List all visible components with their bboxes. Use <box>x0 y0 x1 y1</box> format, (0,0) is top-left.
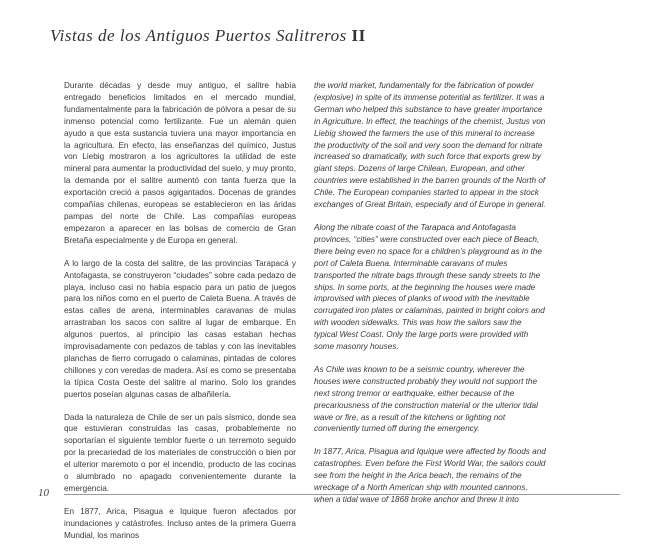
running-header <box>50 26 610 48</box>
running-header-title: Vistas de los Antiguos Puertos Salitreros <box>50 26 347 45</box>
paragraph: A lo largo de la costa del salitre, de las provincias Tarapacá y Antofagasta, se construyeron “ciudades” sobre cada pedazo de playa, incluso casi no había espacio para un patio de juegos para los niños como en el puerto de Caleta Buena. A través de estas calles de arena, interminables caravanas de mulas arrastraban los sacos con salitre al lugar de embarque. En algunos puertos, al principio las casas estaban hechas improvisadamente con pedazos de tablas y con las inevitables planchas de fierro corrugado o calaminas, pintadas de colores chillones y con veredas de madera. Así es como se presentaba la típica Costa Oeste del salitre al marino. Solo los grandes puertos poseían algunas casas de albañilería. <box>64 258 296 399</box>
running-header-volume: II <box>351 26 366 45</box>
english-text-column <box>314 80 546 517</box>
footer-divider <box>64 494 620 495</box>
paragraph: As Chile was known to be a seismic country, wherever the houses were constructed probably they would not support the next strong tremor or earthquake, either because of the precariousness of the construction material or the ulterior tidal wave or fire, as a result of the kitchens or lighting not conveniently turned off during the emergency. <box>314 364 538 434</box>
paragraph: Along the nitrate coast of the Tarapaca and Antofagasta provinces, “cities” were constructed over each piece of Beach, there being even no space for a children’s playground as in the port of Caleta Buena. Interminable caravans of mules transported the nitrate bags through these sandy streets to the ships. In some ports, at the beginning the houses were made improvised with pieces of planks of wood with the inevitable corrugated iron plates or calaminas, painted in bright colors and with wooden sidewalks. This was how the sailors saw the typical West Coast. Only the large ports were provided with some masonry houses. <box>314 222 545 352</box>
paragraph: the world market, fundamentally for the fabrication of powder (explosive) in spite of its immense potential as fertilizer. It was a German who helped this substance to have greater importance in Agriculture. In effect, the teachings of the chemist, Justus von Liebig showed the farmers the use of this mineral to increase the productivity of the soil and very soon the demand for nitrate increased so dramatically, with such force that exports grew by giant steps. Dozens of large Chilean, European, and other countries were established in the barren grounds of the North of Chile. The European companies started to appear in the stock exchanges of Great Britain, especially and of Europe in general. <box>314 81 546 210</box>
paragraph: Dada la naturaleza de Chile de ser un país sísmico, donde sea que estuvieran construidas las casas, probablemente no soportarían el siguiente temblor fuerte o un terremoto seguido por la precariedad de los materiales de construcción o bien por el ulterior maremoto o por el incendio, producto de las cocinas o alumbrado no apagado convenientemente durante la emergencia. <box>64 412 296 493</box>
spanish-text-column <box>64 80 296 553</box>
page-number: 10 <box>38 487 49 499</box>
paragraph: En 1877, Arica, Pisagua e Iquique fueron afectados por inundaciones y catástrofes. Incluso antes de la primera Guerra Mundial, los marinos <box>64 506 296 540</box>
paragraph: In 1877, Arica, Pisagua and Iquique were affected by floods and catastrophes. Even before the First World War, the sailors could see from the height in the Arica beach, the remains of the wreckage of a North American ship with mounted cannons, when a tidal wave of 1868 broke anchor and threw it into <box>314 447 546 504</box>
paragraph: Durante décadas y desde muy antiguo, el salitre había entregado beneficios limitados en el mercado mundial, fundamentalmente para la fabricación de pólvora a pesar de su inmenso potencial como fertilizante. Fue un alemán quien ayudo a que esta sustancia tuviera una mayor importancia en la agricultura. En efecto, las enseñanzas del químico, Justus von Liebig mostraron a los agricultores la utilidad de este mineral para aumentar la productividad del suelo, y muy pronto, la demanda por el salitre aumentó con tanta fuerza que la exportación creció a pasos agigantados. Docenas de grandes compañías chilenas, europeas se establecieron en las áridas pampas del norte de Chile. Las compañías europeas empezaron a aparecer en las bolsas de comercio de Gran Bretaña especialmente y de Europa en general. <box>64 81 296 245</box>
